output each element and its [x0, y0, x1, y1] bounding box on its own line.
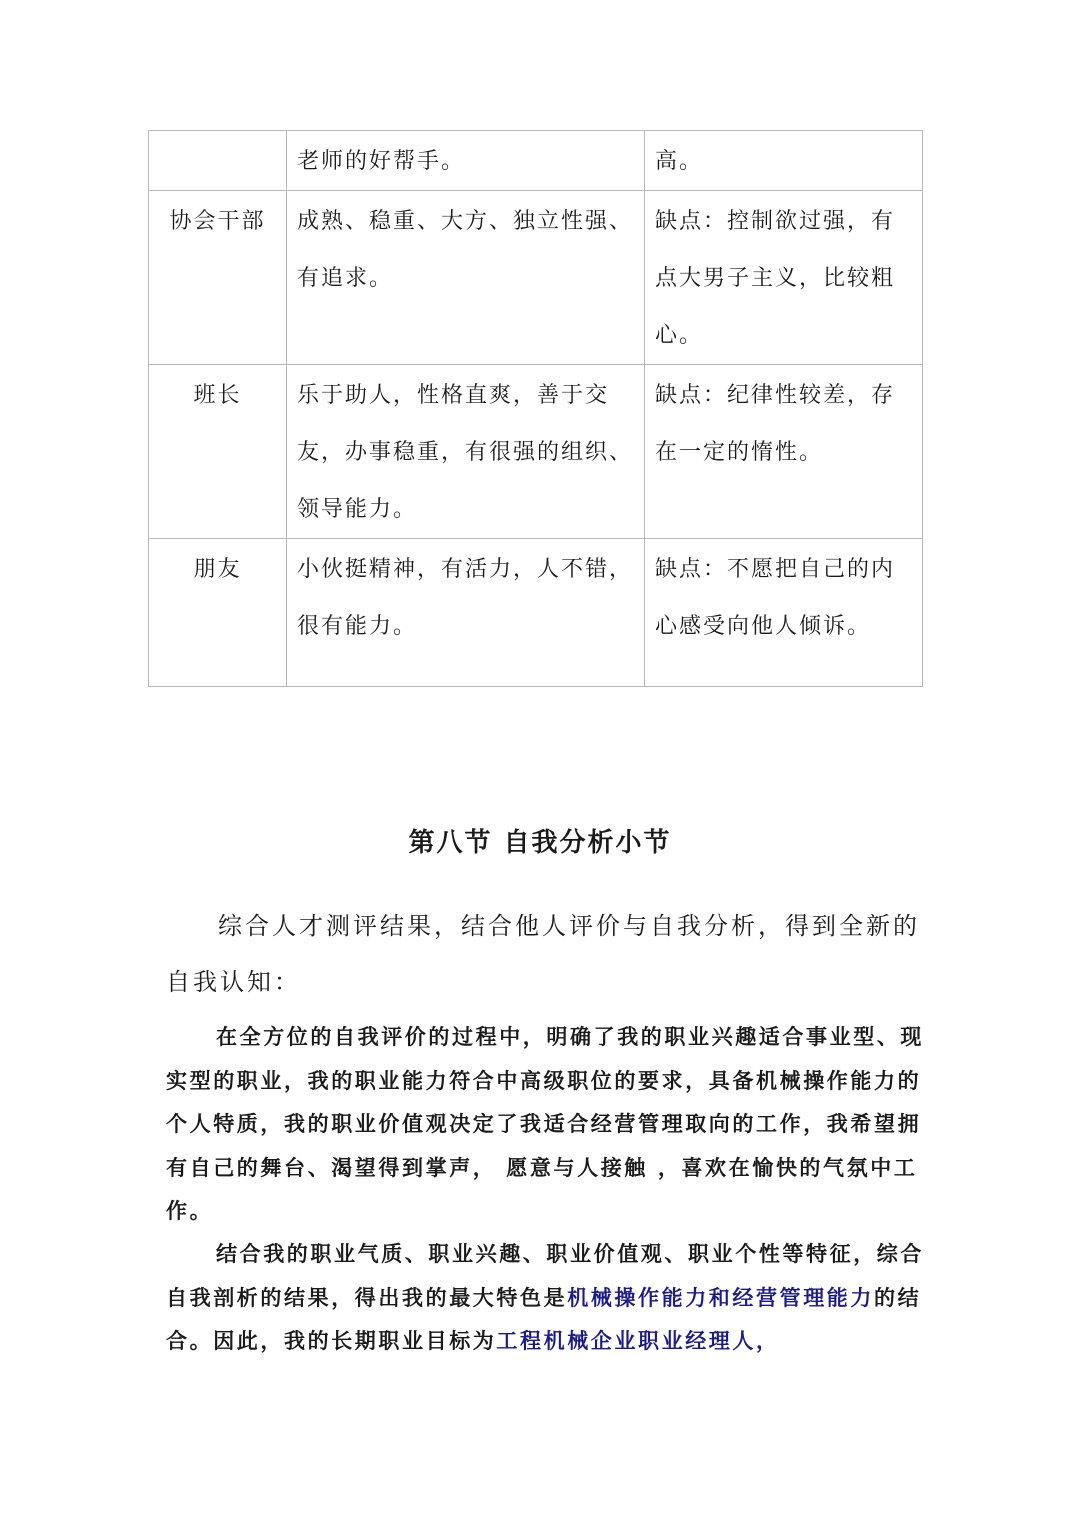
- highlight-strengths: 机械操作能力和经营管理能力: [567, 1284, 875, 1310]
- highlight-career-goal: 工程机械企业职业经理人，: [496, 1328, 780, 1353]
- table-row: [149, 365, 923, 539]
- career-goal-paragraph: [166, 1232, 926, 1363]
- role-cell: 朋友: [149, 539, 287, 687]
- note-cell: 缺点：纪律性较差，存在一定的惰性。: [645, 365, 923, 539]
- evaluation-cell: 老师的好帮手。: [287, 131, 645, 191]
- note-cell: 缺点：不愿把自己的内心感受向他人倾诉。: [645, 539, 923, 687]
- evaluation-cell: 乐于助人，性格直爽，善于交友，办事稳重，有很强的组织、领导能力。: [287, 365, 645, 539]
- evaluation-cell: 小伙挺精神，有活力，人不错，很有能力。: [287, 539, 645, 687]
- table-row: [149, 191, 923, 365]
- role-cell: [149, 131, 287, 191]
- role-cell: 协会干部: [149, 191, 287, 365]
- paragraph-text: 的结合。因此，我的长期职业目标为: [166, 1284, 922, 1353]
- self-evaluation-paragraph: 在全方位的自我评价的过程中，明确了我的职业兴趣适合事业型、现实型的职业，我的职业能力符合中高级职位的要求，具备机械操作能力的个人特质，我的职业价值观决定了我适合经营管理取向的工作，我希望拥有自己的舞台、渴望得到掌声， 愿意与人接触 ，喜欢在愉快的气氛中工作。: [166, 1024, 924, 1223]
- note-cell: 高。: [645, 131, 923, 191]
- paragraph-text: 结合我的职业气质、职业兴趣、职业价值观、职业个性等特征，综合自我剖析的结果，得出我的最大特色是: [166, 1241, 924, 1310]
- evaluation-cell: 成熟、稳重、大方、独立性强、有追求。: [287, 191, 645, 365]
- role-cell: 班长: [149, 365, 287, 539]
- table-row: [149, 539, 923, 687]
- section-title: 第八节 自我分析小节: [408, 828, 672, 858]
- evaluation-table: [148, 130, 923, 687]
- intro-paragraph: 综合人才测评结果，结合他人评价与自我分析，得到全新的自我认知：: [166, 912, 920, 996]
- note-cell: 缺点：控制欲过强，有点大男子主义，比较粗心。: [645, 191, 923, 365]
- table-row: [149, 131, 923, 191]
